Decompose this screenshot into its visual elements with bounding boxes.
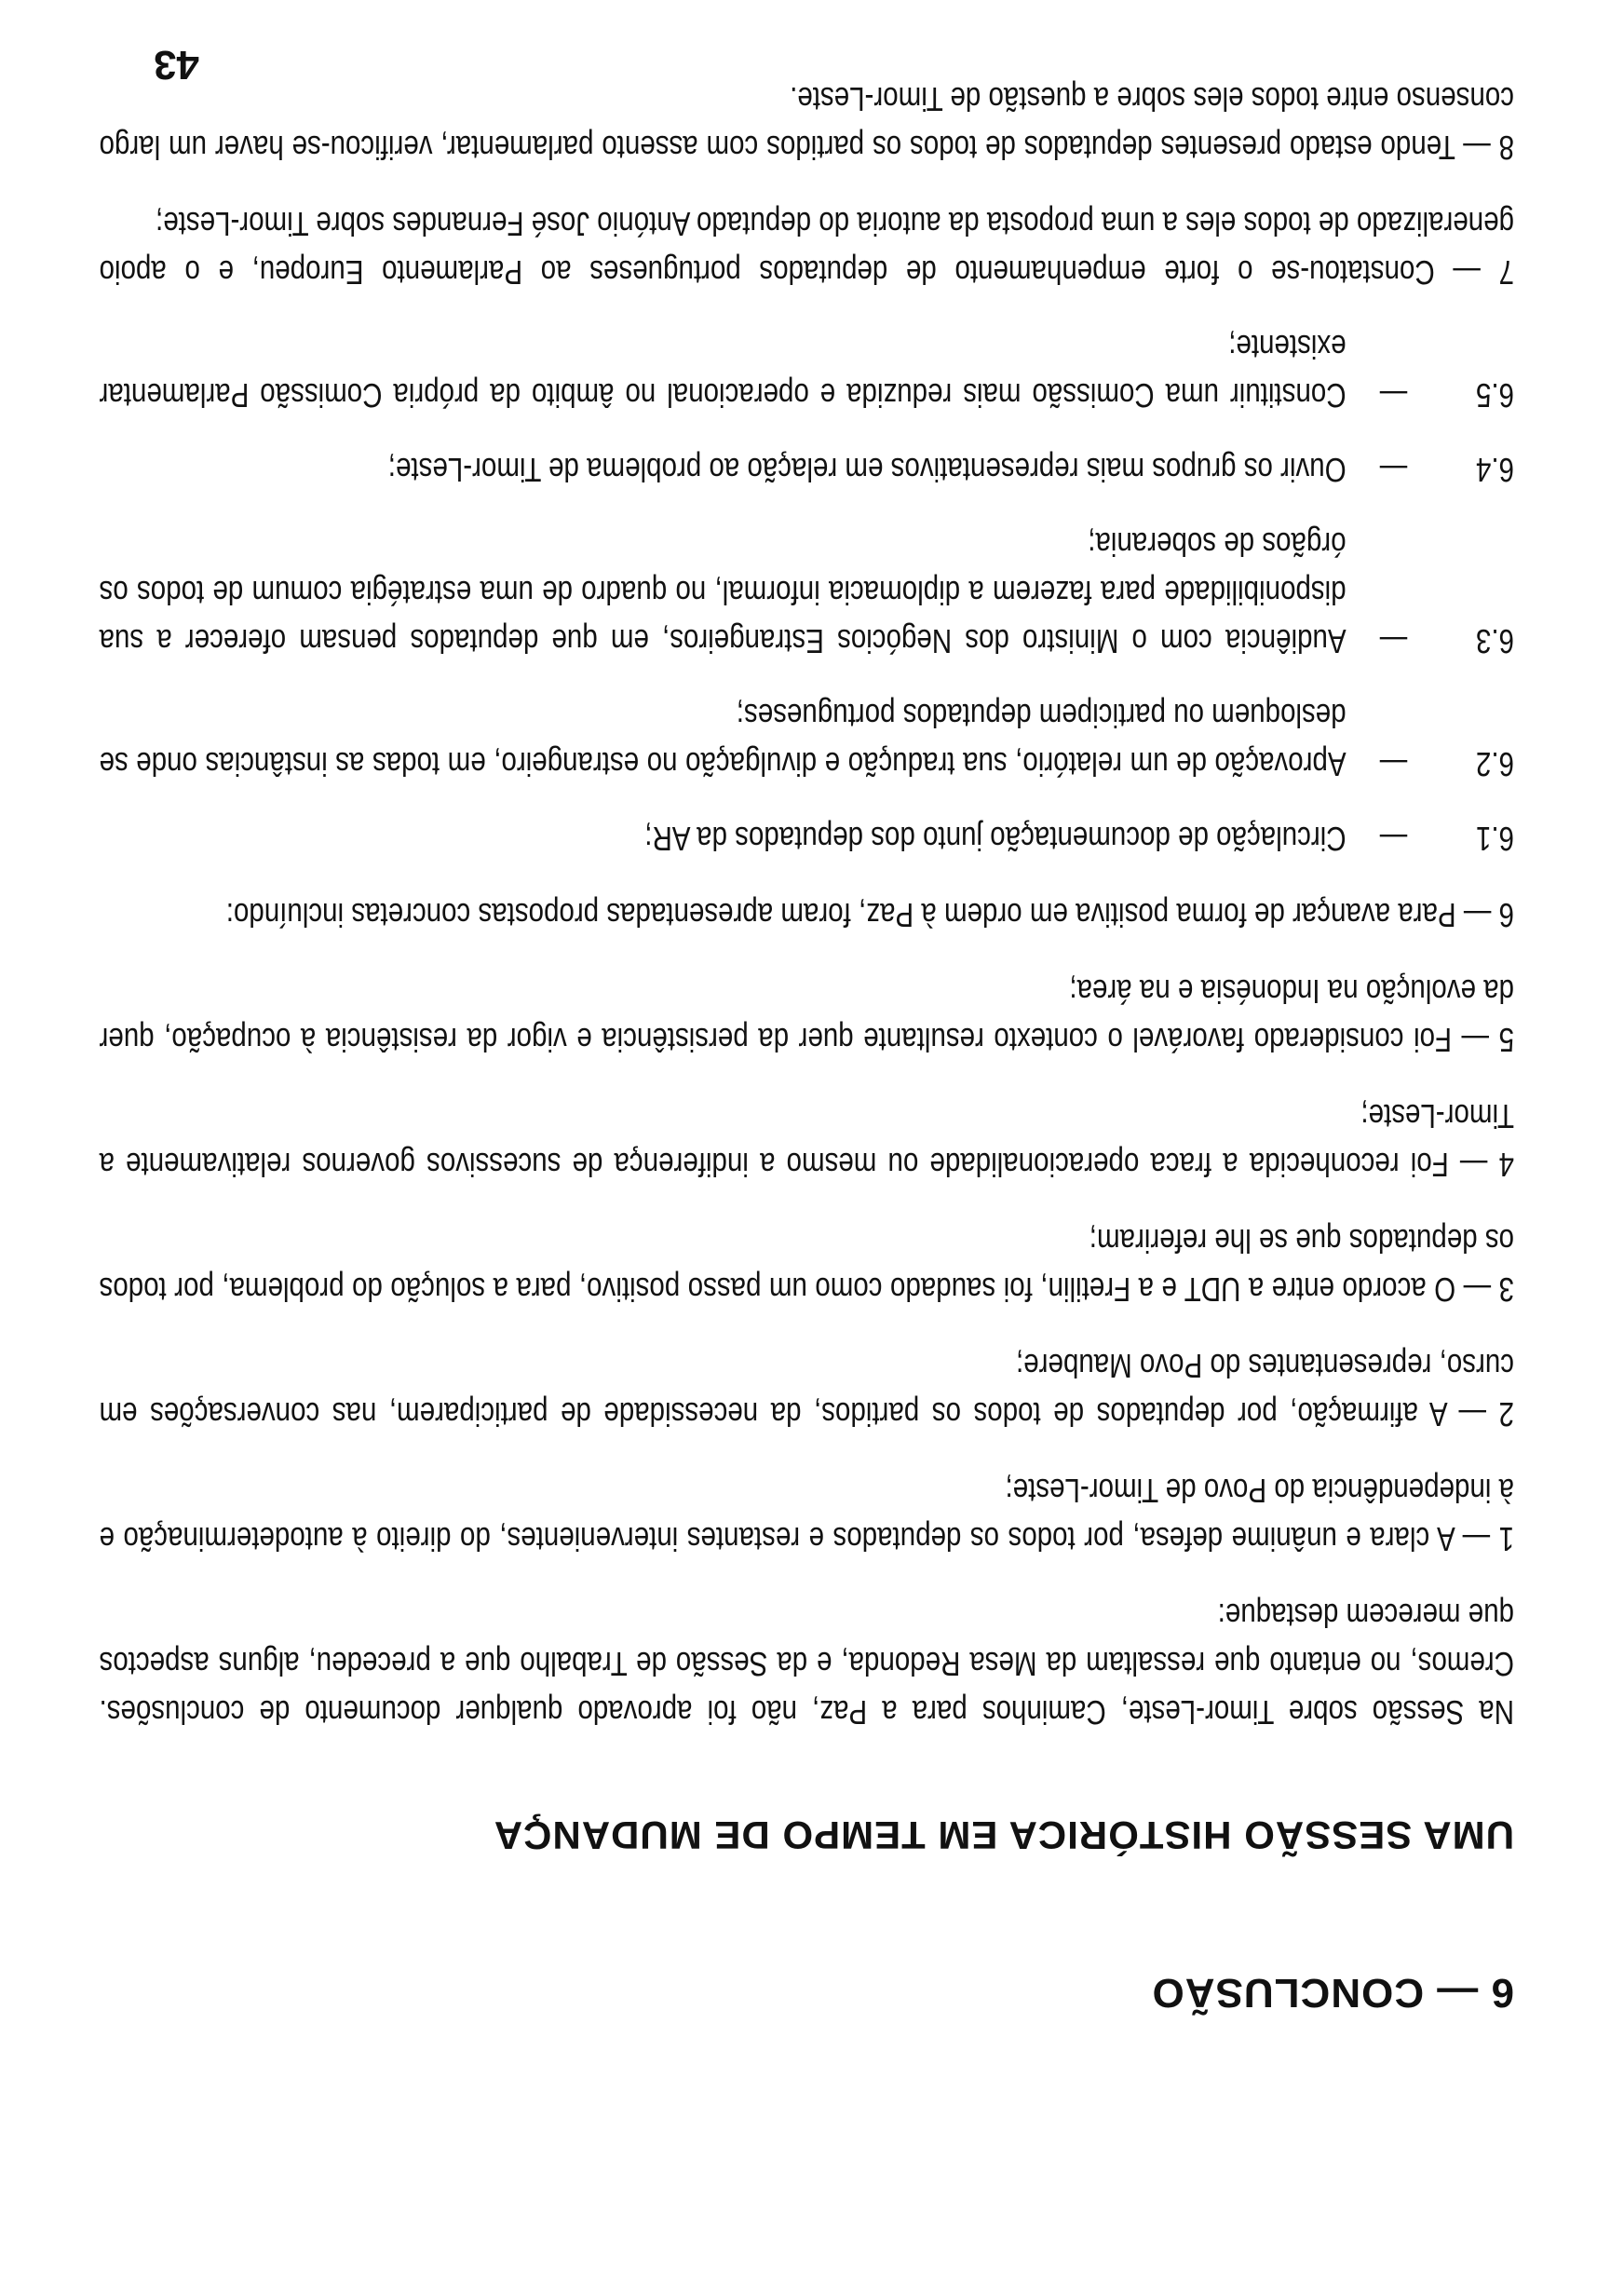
- item-dash: —: [1462, 1520, 1491, 1558]
- item-text: O acordo entre a UDT e a Fretilin, foi saudado como um passo positivo, para a solução do problema, por todos os deputados que se lhe referiram;: [99, 1222, 1514, 1309]
- subitem-text: Ouvir os grupos mais representativos em relação ao problema de Timor-Leste;: [387, 451, 1347, 489]
- item-text: Constatou-se o forte empenhamento de deputados portugueses ao Parlamento Europeu, e o apoio generalizado de todos eles a uma proposta da autoria do deputado António José Fernandes sobre Timor-Leste;: [99, 205, 1514, 292]
- item-text: Tendo estado presentes deputados de todos os partidos com assento parlamentar, verificou-se haver um largo consenso entre todos eles sobre a questão de Timor-Leste.: [99, 80, 1514, 167]
- section-heading: 6 — CONCLUSÃO: [1151, 1970, 1514, 2016]
- subitem-dash: —: [1379, 745, 1408, 783]
- page-number: 43: [154, 42, 199, 88]
- subitem-text: Constituir uma Comissão mais reduzida e operacional no âmbito da própria Comissão Parlamentar existente;: [99, 328, 1347, 414]
- subitem-number: 6.2: [1475, 745, 1514, 783]
- item-number: 6: [1498, 896, 1514, 934]
- subitem-text: Circulação de documentação junto dos deputados da AR;: [644, 820, 1347, 858]
- sub-list-item: [100, 445, 1514, 494]
- list-item: [100, 1216, 1514, 1313]
- list-item: [100, 199, 1514, 296]
- item-dash: —: [1463, 1270, 1492, 1309]
- intro-paragraph: Na Sessão sobre Timor-Leste, Caminhos para a Paz, não foi aprovado qualquer documento de conclusões. Cremos, no entanto que ressaltam da Mesa Redonda, e da Sessão de Trabalho que a precedeu, alguns aspectos que merecem destaque:: [99, 1596, 1514, 1731]
- item-dash: —: [1463, 896, 1492, 934]
- sub-list-item: [100, 520, 1514, 665]
- item-number: 1: [1498, 1520, 1514, 1558]
- list-item: [100, 1092, 1514, 1188]
- item-number: 3: [1498, 1270, 1514, 1309]
- item-number: 4: [1498, 1146, 1514, 1184]
- sub-list-item: [100, 322, 1514, 419]
- sub-list-item: [100, 691, 1514, 788]
- item-dash: —: [1461, 1021, 1490, 1059]
- subitem-text: Audiência com o Ministro dos Negócios Estrangeiros, em que deputados pensam oferecer a sua disponibilidade para fazerem a diplomacia informal, no quadro de uma estratégia comum de todos os órgãos de soberania;: [99, 525, 1347, 660]
- list-item: [100, 1341, 1514, 1438]
- item-dash: —: [1459, 1146, 1488, 1184]
- list-item: [100, 967, 1514, 1064]
- item-dash: —: [1458, 1395, 1487, 1433]
- subitem-number: 6.3: [1475, 622, 1514, 660]
- item-text: Foi considerado favorável o contexto resultante quer da persistência e vigor da resistência à ocupação, quer da evolução na Indonésia e na área;: [99, 972, 1514, 1059]
- subitem-number: 6.5: [1475, 376, 1514, 414]
- subitem-number: 6.1: [1475, 820, 1514, 858]
- subitem-dash: —: [1379, 820, 1408, 858]
- subitem-text: Aprovação de um relatório, sua tradução e divulgação no estrangeiro, em todas as instâncias onde se desloquem ou participem deputados portugueses;: [99, 697, 1347, 783]
- subitem-dash: —: [1379, 451, 1408, 489]
- item-text: Foi reconhecida a fraca operacionalidade ou mesmo a indiferença de sucessivos governos relativamente a Timor-Leste;: [99, 1097, 1514, 1184]
- sub-list-item: [100, 814, 1514, 862]
- item-number: 7: [1498, 253, 1514, 292]
- list-item: [100, 75, 1514, 171]
- subitem-number: 6.4: [1475, 451, 1514, 489]
- item-text: A afirmação, por deputados de todos os partidos, da necessidade de participarem, nas conversações em curso, representantes do Povo Maubere;: [99, 1347, 1514, 1433]
- list-item: [100, 890, 1514, 939]
- session-title: UMA SESSÃO HISTÓRICA EM TEMPO DE MUDANÇA: [493, 1813, 1514, 1857]
- item-text: Para avançar de forma positiva em ordem à Paz, foram apresentadas propostas concretas incluíndo:: [225, 896, 1456, 934]
- item-number: 5: [1498, 1021, 1514, 1059]
- subitem-dash: —: [1379, 622, 1408, 660]
- subitem-dash: —: [1379, 376, 1408, 414]
- list-item: [100, 1466, 1514, 1563]
- item-number: 8: [1498, 129, 1514, 167]
- item-text: A clara e unânime defesa, por todos os deputados e restantes intervenientes, do direito à autodeterminação e à independência do Povo de Timor-Leste;: [99, 1472, 1514, 1558]
- item-dash: —: [1463, 129, 1491, 167]
- document-body: [99, 47, 1514, 1736]
- item-dash: —: [1453, 253, 1481, 292]
- item-number: 2: [1498, 1395, 1514, 1433]
